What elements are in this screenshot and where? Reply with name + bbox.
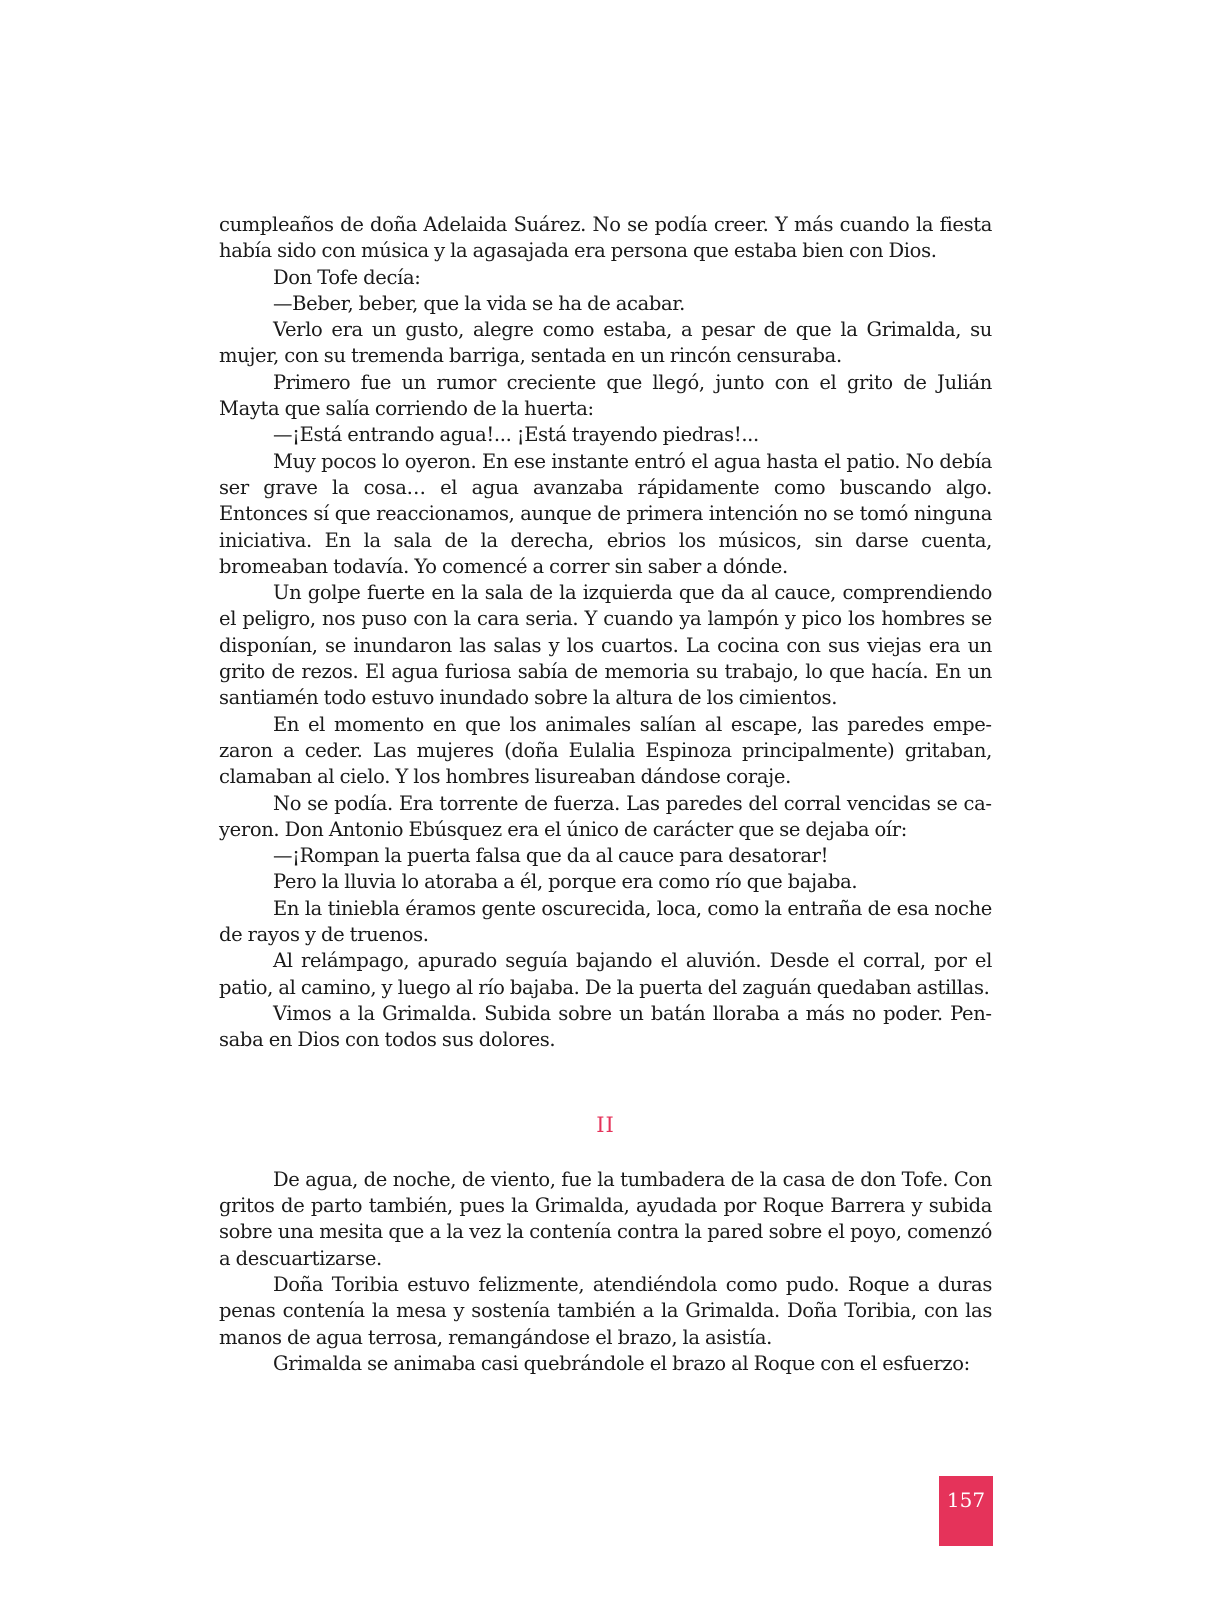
page-number-badge [939, 1476, 993, 1546]
paragraph: Un golpe fuerte en la sala de la izquierda que da al cauce, comprendiendo el peligro, nos puso con la cara seria. Y cuando ya lampón y pico los hombres se disponían, se inundaron las salas y los cuartos. La cocina con sus viejas era un grito de rezos. El agua furiosa sabía de memoria su trabajo, lo que hacía. En un santiamén todo estuvo inundado sobre la altura de los cimientos. [219, 581, 992, 710]
paragraph: Primero fue un rumor creciente que llegó, junto con el grito de Julián Mayta que salía corriendo de la huerta: [219, 370, 992, 421]
paragraph: Al relámpago, apurado seguía bajando el aluvión. Desde el corral, por el patio, al camino, y luego al río bajaba. De la puerta del zaguán quedaban astillas. [219, 949, 992, 999]
paragraph: Doña Toribia estuvo felizmente, atendiéndola como pudo. Roque a duras penas contenía la mesa y sostenía también a la Grimalda. Doña Toribia, con las manos de agua terrosa, remangándose el brazo, la asistía. [219, 1272, 992, 1349]
paragraph: cumpleaños de doña Adelaida Suárez. No se podía creer. Y más cuando la fiesta había sido con música y la agasajada era persona que estaba bien con Dios. [219, 213, 992, 263]
paragraph: Verlo era un gusto, alegre como estaba, a pesar de que la Grimalda, su mujer, con su tremenda barriga, sentada en un rincón censuraba. [219, 318, 992, 368]
paragraph: Grimalda se animaba casi quebrándole el brazo al Roque con el esfuerzo: [273, 1351, 970, 1375]
paragraph: En la tiniebla éramos gente oscurecida, loca, como la entraña de esa noche de rayos y de truenos. [219, 896, 992, 947]
page-number: 157 [946, 1488, 986, 1512]
paragraph: Don Tofe decía: [273, 265, 421, 289]
page-body [219, 212, 992, 1377]
paragraph: No se podía. Era torrente de fuerza. Las paredes del corral vencidas se cayeron. Don Antonio Ebúsquez era el único de carácter que se dejaba oír: [219, 791, 992, 841]
paragraph: Muy pocos lo oyeron. En ese instante entró el agua hasta el patio. No debía ser grave la cosa… el agua avanzaba rápidamente como buscando algo. Entonces sí que reaccionamos, aunque de primera intención no se tomó ninguna iniciativa. En la sala de la derecha, ebrios los músicos, sin darse cuenta, bromeaban todavía. Yo comencé a correr sin saber a dónde. [219, 449, 992, 578]
dialogue-line: —Beber, beber, que la vida se ha de acabar. [273, 291, 685, 315]
paragraph: Vimos a la Grimalda. Subida sobre un batán lloraba a más no poder. Pensaba en Dios con todos sus dolores. [219, 1001, 992, 1052]
paragraph: De agua, de noche, de viento, fue la tumbadera de la casa de don Tofe. Con gritos de parto también, pues la Grimalda, ayudada por Roque Barrera y subida sobre una mesita que a la vez la contenía contra la pared sobre el poyo, comenzó a descuartizarse. [219, 1167, 992, 1270]
paragraph: Pero la lluvia lo atoraba a él, porque era como río que bajaba. [273, 870, 858, 894]
dialogue-line: —¡Rompan la puerta falsa que da al cauce para desatorar! [273, 844, 829, 868]
dialogue-line: —¡Está entrando agua!... ¡Está trayendo piedras!... [273, 423, 759, 447]
paragraph: En el momento en que los animales salían al escape, las paredes empezaron a ceder. Las mujeres (doña Eulalia Espinoza principalmente) gritaban, clamaban al cielo. Y los hombres lisureaban dándose coraje. [219, 712, 992, 789]
section-heading: II [596, 1112, 615, 1137]
